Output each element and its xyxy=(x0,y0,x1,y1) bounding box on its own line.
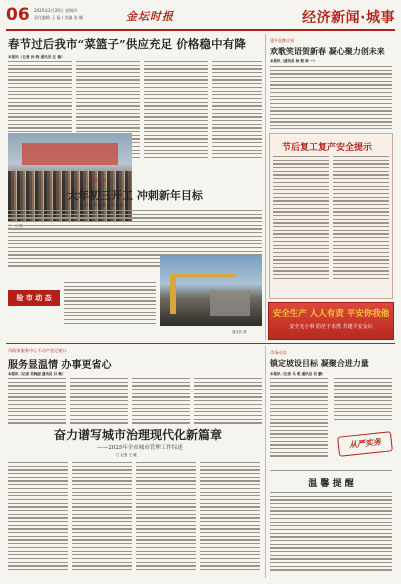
governance-body-col-1 xyxy=(8,462,68,570)
lead-body-col-4 xyxy=(212,61,262,158)
side-three-body-right xyxy=(334,378,392,420)
notice-badge: 检 市 动 态 xyxy=(16,294,52,302)
photo-mid xyxy=(160,256,262,326)
governance-body-col-4 xyxy=(200,462,260,570)
photo-top xyxy=(8,133,132,221)
editor-line: 责任编辑 王 磊 / 美编 张 颖 xyxy=(34,15,83,20)
service-kicker: 市政务服务中心不动产登记窗口 xyxy=(8,348,67,353)
safety-banner-subtitle: 安全无小事 防范于未然 共建平安金坛 xyxy=(289,324,373,330)
governance-body-col-3 xyxy=(136,462,196,570)
side-two-body-right xyxy=(333,156,389,279)
side-one-headline: 欢歌笑语贺新春 凝心聚力创未来 xyxy=(270,46,385,56)
feature-headline: 大年初三开工 冲刺新年目标 xyxy=(67,189,203,202)
stamp-text: 从严实务 xyxy=(348,436,382,450)
photo-mid-caption: 通讯员 摄 xyxy=(232,330,247,334)
mid-page-rule xyxy=(6,343,395,344)
safety-banner-title: 安全生产 人人有责 平安你我他 xyxy=(272,309,390,319)
side-three-headline: 镇定坡设目标 凝聚合进力量 xyxy=(270,358,369,368)
side-one-byline: 本报讯（通讯员 杨 朝 林 一） xyxy=(270,59,317,63)
date-line: 2025年2月20日 星期四 xyxy=(34,8,78,13)
side-two-headline: 节后复工复产安全提示 xyxy=(282,143,373,153)
service-headline: 服务显温情 办事更省心 xyxy=(8,360,112,371)
lead-headline: 春节过后我市“菜篮子”供应充足 价格稳中有降 xyxy=(8,37,246,51)
right-column-divider-bottom xyxy=(265,346,266,578)
service-body-col-1 xyxy=(8,378,66,424)
governance-headline: 奋力谱写城市治理现代化新篇章 xyxy=(53,428,222,442)
side-two-body-left xyxy=(273,156,329,279)
side-three-kicker: 市场动态 xyxy=(270,350,287,355)
service-byline: 本报讯（记者 吴晓丽 通讯员 吕 敏） xyxy=(8,372,66,376)
side-one-body xyxy=(270,66,392,126)
section-title: 经济新闻·城事 xyxy=(302,10,395,26)
feature-byline: □ 记 者 刘 波 通 讯 员 张 强 xyxy=(80,203,124,207)
page-header xyxy=(6,6,395,28)
warm-tip-rule xyxy=(270,470,392,471)
feature-kicker: 国资企业 xyxy=(90,178,106,183)
warm-tip-title: 温 馨 提 醒 xyxy=(308,479,354,489)
notice-body xyxy=(64,282,156,324)
side-three-body-left xyxy=(270,378,328,457)
service-body-col-4 xyxy=(194,378,262,424)
masthead: 金坛时报 xyxy=(126,10,174,23)
governance-body-col-2 xyxy=(72,462,132,570)
header-rule xyxy=(6,29,395,31)
warm-tip-body xyxy=(270,492,392,571)
governance-subhead: ——2025年全市城市管理工作综述 xyxy=(97,445,183,451)
side-separator xyxy=(270,128,392,129)
service-body-col-3 xyxy=(132,378,190,424)
governance-byline: □ 记者 王 晓 xyxy=(116,453,137,457)
side-one-kicker: 建平品牌计划 xyxy=(270,38,294,43)
service-body-col-2 xyxy=(70,378,128,424)
lead-byline: 本报讯（记者 孙 晓 通讯员 汪 楠） xyxy=(8,55,65,59)
lead-body-col-3 xyxy=(144,61,208,158)
side-three-byline: 本报讯（记者 马 明 通讯员 吴 鹏） xyxy=(270,372,326,376)
right-column-divider xyxy=(265,34,266,340)
page-number: 06 xyxy=(6,5,30,25)
